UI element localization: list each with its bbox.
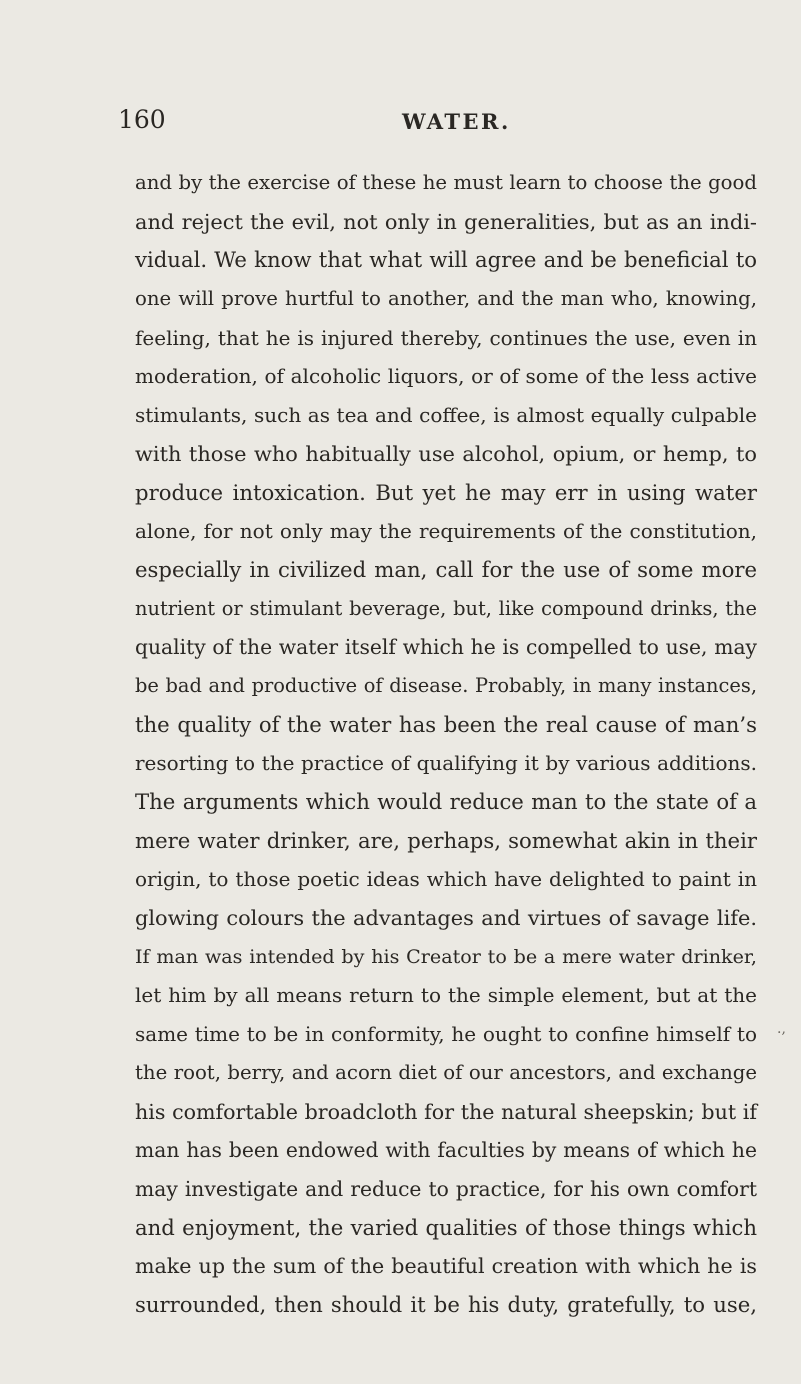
text-line: If man was intended by his Creator to be a mere water drinker, bbox=[135, 944, 757, 968]
text-line: stimulants, such as tea and coffee, is almost equally culpable bbox=[135, 403, 757, 428]
text-line: and by the exercise of these he must learn to choose the good bbox=[135, 171, 757, 194]
text-line: especially in civilized man, call for the use of some more bbox=[135, 556, 757, 582]
text-line: glowing colours the advantages and virtues of savage life. bbox=[135, 906, 757, 931]
text-line: feeling, that he is injured thereby, continues the use, even in bbox=[135, 325, 757, 350]
text-line: man has been endowed with faculties by means of which he bbox=[135, 1138, 757, 1163]
text-line: mere water drinker, are, perhaps, somewhat akin in their bbox=[135, 827, 757, 853]
margin-speck: ., bbox=[777, 1021, 786, 1037]
text-line: be bad and productive of disease. Probably, in many instances, bbox=[135, 673, 757, 697]
text-line: the root, berry, and acorn diet of our ancestors, and exchange bbox=[135, 1060, 757, 1084]
text-line: the quality of the water has been the real cause of man’s bbox=[135, 711, 757, 737]
text-line: make up the sum of the beautiful creation with which he is bbox=[135, 1254, 757, 1279]
body-text bbox=[135, 164, 757, 1325]
text-line: his comfortable broadcloth for the natural sheepskin; but if bbox=[135, 1099, 757, 1124]
text-line: nutrient or stimulant beverage, but, like compound drinks, the bbox=[135, 596, 757, 620]
text-line: moderation, of alcoholic liquors, or of some of the less active bbox=[135, 364, 757, 389]
page-number: 160 bbox=[118, 105, 166, 134]
page-header bbox=[118, 104, 758, 144]
text-line: quality of the water itself which he is compelled to use, may bbox=[135, 635, 757, 660]
text-line: with those who habitually use alcohol, opium, or hemp, to bbox=[135, 441, 757, 466]
text-line: alone, for not only may the requirements of the constitution, bbox=[135, 519, 757, 544]
text-line: one will prove hurtful to another, and the man who, knowing, bbox=[135, 287, 757, 311]
text-line: and reject the evil, not only in generalities, but as an indi- bbox=[135, 209, 757, 234]
text-line: and enjoyment, the varied qualities of those things which bbox=[135, 1214, 757, 1240]
text-line: origin, to those poetic ideas which have delighted to paint in bbox=[135, 867, 757, 892]
text-line: same time to be in conformity, he ought to confine himself to bbox=[135, 1022, 757, 1047]
running-head: WATER. bbox=[402, 109, 511, 134]
text-line: may investigate and reduce to practice, for his own comfort bbox=[135, 1176, 757, 1201]
text-line: resorting to the practice of qualifying it by various additions. bbox=[135, 751, 757, 776]
text-line: let him by all means return to the simple element, but at the bbox=[135, 983, 757, 1008]
text-line: surrounded, then should it be his duty, gratefully, to use, bbox=[135, 1291, 757, 1317]
text-line: The arguments which would reduce man to the state of a bbox=[135, 789, 757, 814]
text-line: vidual. We know that what will agree and be beneficial to bbox=[135, 247, 757, 273]
text-line: produce intoxication. But yet he may err in using water bbox=[135, 479, 757, 505]
